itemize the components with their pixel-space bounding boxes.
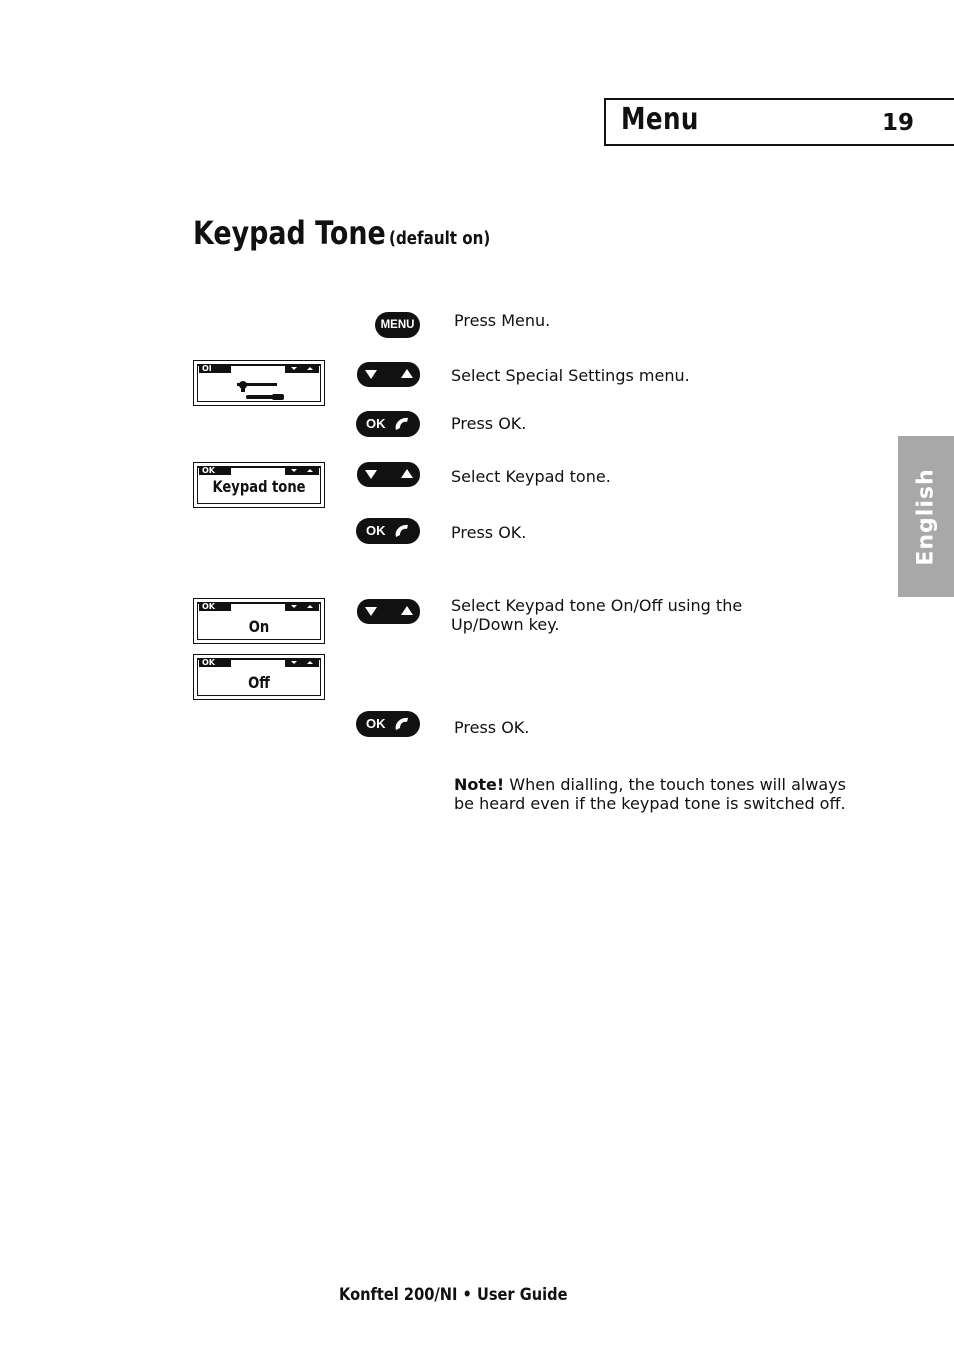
- lcd-arrow-indicator: [285, 602, 319, 611]
- language-tab: [898, 436, 954, 597]
- lcd-indicator-ok: OK: [199, 658, 231, 667]
- ok-phone-key-icon: [356, 518, 420, 544]
- up-down-key-icon: [357, 362, 420, 387]
- note-text: When dialling, the touch tones will always be heard even if the keypad tone is switched off.: [454, 775, 847, 813]
- ok-phone-key-icon: [356, 411, 420, 437]
- lcd-arrow-indicator: [285, 364, 319, 373]
- lcd-arrow-indicator: [285, 658, 319, 667]
- lcd-text-off: Off: [248, 673, 270, 692]
- step-text-2: Select Special Settings menu.: [451, 366, 690, 385]
- lcd-arrow-indicator: [285, 466, 319, 475]
- page-title: Menu: [621, 102, 699, 137]
- step-text-3: Press OK.: [451, 414, 527, 433]
- step-text-6: Select Keypad tone On/Off using the: [451, 596, 743, 615]
- section-title-main: Keypad Tone: [193, 214, 386, 252]
- lcd-indicator-ok: OK: [199, 602, 231, 611]
- ok-key-label: OK: [366, 716, 386, 731]
- up-down-key-icon: [357, 599, 420, 624]
- lcd-keypad-tone: [193, 462, 325, 508]
- menu-key-label: MENU: [380, 319, 415, 331]
- step-text-4: Select Keypad tone.: [451, 467, 611, 486]
- lcd-special-settings: [193, 360, 325, 406]
- up-down-key-icon: [357, 462, 420, 487]
- lcd-on: [193, 598, 325, 644]
- menu-key-icon: [375, 312, 420, 338]
- note: [454, 775, 854, 813]
- section-title-sub: (default on): [389, 228, 491, 249]
- lcd-text-on: On: [248, 617, 270, 636]
- footer: Konftel 200/NI • User Guide: [339, 1285, 568, 1305]
- step-text-1: Press Menu.: [454, 311, 551, 330]
- lcd-indicator-ok: OK: [199, 466, 231, 475]
- step-text-7: Press OK.: [454, 718, 530, 737]
- ok-key-label: OK: [366, 416, 386, 431]
- ok-phone-key-icon: [356, 711, 420, 737]
- lcd-indicator-ol: OI: [199, 364, 231, 373]
- settings-wrench-icon: [234, 377, 294, 405]
- note-label: Note!: [454, 775, 505, 794]
- language-tab-label: English: [913, 467, 939, 566]
- ok-key-label: OK: [366, 523, 386, 538]
- page-number: 19: [882, 110, 915, 136]
- section-title: [193, 214, 490, 252]
- step-text-6b: Up/Down key.: [451, 615, 560, 634]
- step-text-5: Press OK.: [451, 523, 527, 542]
- lcd-text-keypad-tone: Keypad tone: [212, 477, 306, 496]
- lcd-off: [193, 654, 325, 700]
